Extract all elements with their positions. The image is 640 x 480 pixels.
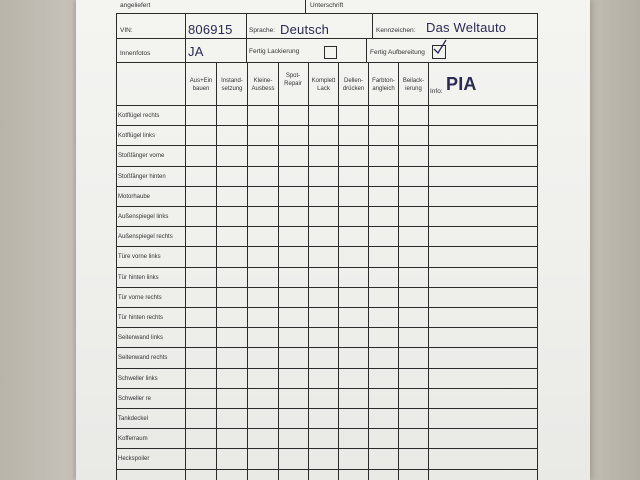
grid-line	[116, 145, 537, 146]
grid-line	[116, 307, 537, 308]
grid-line	[116, 469, 537, 470]
language-label: Sprache:	[249, 27, 276, 34]
row-label: Kofferraum	[118, 436, 148, 443]
grid-line	[116, 166, 537, 167]
row-label: Schweller links	[118, 375, 158, 382]
col-header-repair: Instand-setzung	[221, 78, 243, 92]
row-label: Kotflügel links	[118, 133, 156, 140]
grid-line	[366, 38, 367, 62]
interior-photos-label: Innenfotos	[120, 50, 151, 57]
row-label: Heckspoiler	[118, 456, 150, 463]
paint-done-label: Fertig Lackierung	[249, 48, 300, 55]
grid-line	[305, 0, 306, 13]
grid-line	[116, 125, 537, 126]
grid-line	[372, 13, 373, 38]
grid-line	[116, 267, 537, 268]
col-header-color-match: Farbton-angleich	[372, 78, 395, 92]
grid-line	[116, 13, 537, 14]
prep-done-checkbox[interactable]	[432, 45, 446, 59]
row-label: Stoßfänger hinten	[118, 173, 166, 180]
col-header-blend: Beilack-ierung	[402, 78, 425, 92]
row-label: Tür hinten rechts	[118, 315, 164, 321]
row-label: Seitenwand rechts	[118, 355, 168, 362]
grid-line	[116, 246, 537, 247]
row-label: Türe vorne links	[118, 254, 161, 261]
delivered-label: angeliefert	[120, 2, 151, 9]
col-header-dent: Dellen-drücken	[342, 78, 365, 92]
prep-done-label: Fertig Aufbereitung	[370, 49, 425, 56]
row-label: Schweller re	[118, 395, 152, 402]
grid-line	[116, 186, 537, 187]
grid-line	[116, 62, 537, 63]
grid-line	[116, 105, 537, 106]
info-label: Info:	[430, 88, 443, 95]
row-label: Außenspiegel links	[118, 214, 169, 220]
col-header-small-fix: Kleine-Ausbess	[251, 78, 275, 92]
check-mark-icon	[433, 42, 445, 54]
paint-done-checkbox[interactable]	[324, 46, 337, 59]
row-label: Motorhaube	[118, 193, 151, 200]
row-label: Stoßfänger vorne	[118, 153, 165, 160]
grid-line	[116, 226, 537, 227]
col-header-spot-repair: Spot-Repair	[284, 73, 302, 87]
plate-value: Das Weltauto	[426, 20, 507, 35]
grid-line	[116, 448, 537, 449]
row-label: Seitenwand links	[118, 335, 164, 342]
plate-label: Kennzeichen:	[376, 27, 416, 34]
grid-line	[185, 38, 186, 62]
vin-value: 806915	[188, 22, 233, 37]
grid-line	[116, 368, 537, 369]
col-header-full-paint: Komplett Lack	[311, 78, 336, 92]
signature-label: Unterschrift	[310, 2, 344, 9]
grid-line	[116, 287, 537, 288]
row-label: Tankdeckel	[118, 416, 149, 422]
grid-line	[246, 13, 247, 38]
vin-label: VIN:	[120, 27, 133, 34]
info-value: PIA	[446, 74, 477, 94]
language-value: Deutsch	[280, 22, 330, 37]
grid-line	[185, 13, 186, 38]
row-label: Tür hinten links	[118, 274, 159, 281]
grid-line	[116, 428, 537, 429]
row-label: Außenspiegel rechts	[118, 234, 173, 241]
grid-line	[116, 38, 537, 39]
grid-line	[116, 388, 537, 389]
interior-photos-value: JA	[188, 44, 204, 59]
grid-line	[116, 408, 537, 409]
grid-line	[116, 206, 537, 207]
grid-line	[246, 38, 247, 62]
grid-line	[537, 13, 538, 480]
grid-line	[116, 327, 537, 328]
grid-line	[116, 347, 537, 348]
col-header-remove-install: Aus+Ein bauen	[189, 78, 213, 92]
row-label: Kotflügel rechts	[118, 113, 160, 119]
row-label: Tür vorne rechts	[118, 294, 162, 301]
